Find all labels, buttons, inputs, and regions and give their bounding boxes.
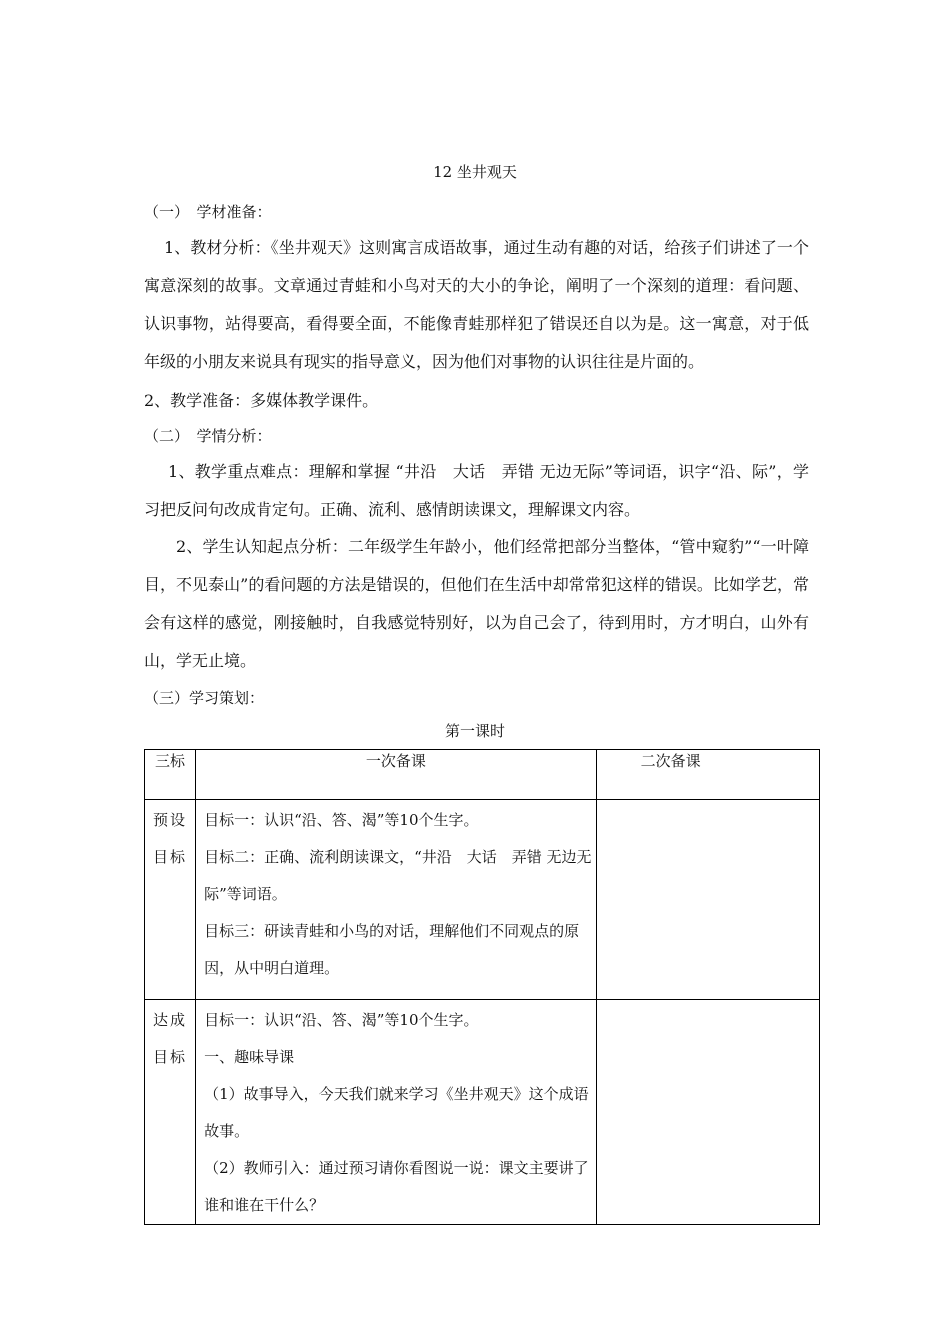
activity-line: （2）教师引入：通过预习请你看图说一说：课文主要讲了谁和谁在干什么？	[204, 1159, 589, 1214]
table-row	[145, 800, 820, 1000]
section-heading-student-analysis: （二） 学情分析：	[144, 427, 272, 445]
row-label-line: 目标	[153, 848, 188, 866]
second-preparation-cell	[596, 800, 819, 1000]
goal-line: 目标二：正确、流利朗读课文，“井沿 大话 弄错 无边无际”等词语。	[204, 848, 592, 903]
row-label-preset-goals	[145, 800, 196, 1000]
paragraph-teaching-preparation: 2、教学准备：多媒体教学课件。	[144, 391, 379, 410]
second-preparation-cell	[596, 1000, 819, 1225]
paragraph-cognitive-starting-point: 2、学生认知起点分析：二年级学生年龄小，他们经常把部分当整体，“管中窥豹”“一叶障目，不见泰山”的看问题的方法是错误的，但他们在生活中却常常犯这样的错误。比如学艺，常会有这样的感觉，刚接触时，自我感觉特别好，以为自己会了，待到用时，方才明白，山外有山，学无止境。	[144, 537, 809, 670]
row-label-line: 预设	[153, 811, 188, 829]
row-label-line: 目标	[153, 1048, 188, 1066]
lesson-plan-table	[144, 749, 820, 1225]
goal-line: 目标一：认识“沿、答、渴”等10个生字。	[204, 811, 479, 829]
activity-line: （1）故事导入，今天我们就来学习《坐井观天》这个成语故事。	[204, 1085, 589, 1140]
first-preparation-cell	[196, 1000, 597, 1225]
section-heading-materials: （一） 学材准备：	[144, 203, 272, 221]
row-label-line: 达成	[153, 1011, 188, 1029]
row-label-achieved-goals	[145, 1000, 196, 1225]
paragraph-key-difficulties: 1、教学重点难点：理解和掌握 “井沿 大话 弄错 无边无际”等词语，识字“沿、际”，学习把反问句改成肯定句。正确、流利、感情朗读课文，理解课文内容。	[144, 462, 809, 519]
section-heading-learning-plan: （三）学习策划：	[144, 689, 265, 707]
activity-line: 一、趣味导课	[204, 1048, 295, 1066]
table-row	[145, 1000, 820, 1225]
header-second-preparation: 二次备课	[596, 750, 819, 800]
table-header-row	[145, 750, 820, 800]
document-title: 12 坐井观天	[433, 163, 517, 181]
header-three-targets: 三标	[145, 750, 196, 800]
header-first-preparation: 一次备课	[196, 750, 597, 800]
first-preparation-cell	[196, 800, 597, 1000]
goal-line: 目标三：研读青蛙和小鸟的对话，理解他们不同观点的原因，从中明白道理。	[204, 922, 580, 977]
table-caption: 第一课时	[444, 722, 505, 740]
goal-line: 目标一：认识“沿、答、渴”等10个生字。	[204, 1011, 479, 1029]
paragraph-textbook-analysis: 1、教材分析：《坐井观天》这则寓言成语故事，通过生动有趣的对话，给孩子们讲述了一个寓意深刻的故事。文章通过青蛙和小鸟对天的大小的争论，阐明了一个深刻的道理：看问题、认识事物，站得要高，看得要全面，不能像青蛙那样犯了错误还自以为是。这一寓意，对于低年级的小朋友来说具有现实的指导意义，因为他们对事物的认识往往是片面的。	[144, 238, 809, 371]
